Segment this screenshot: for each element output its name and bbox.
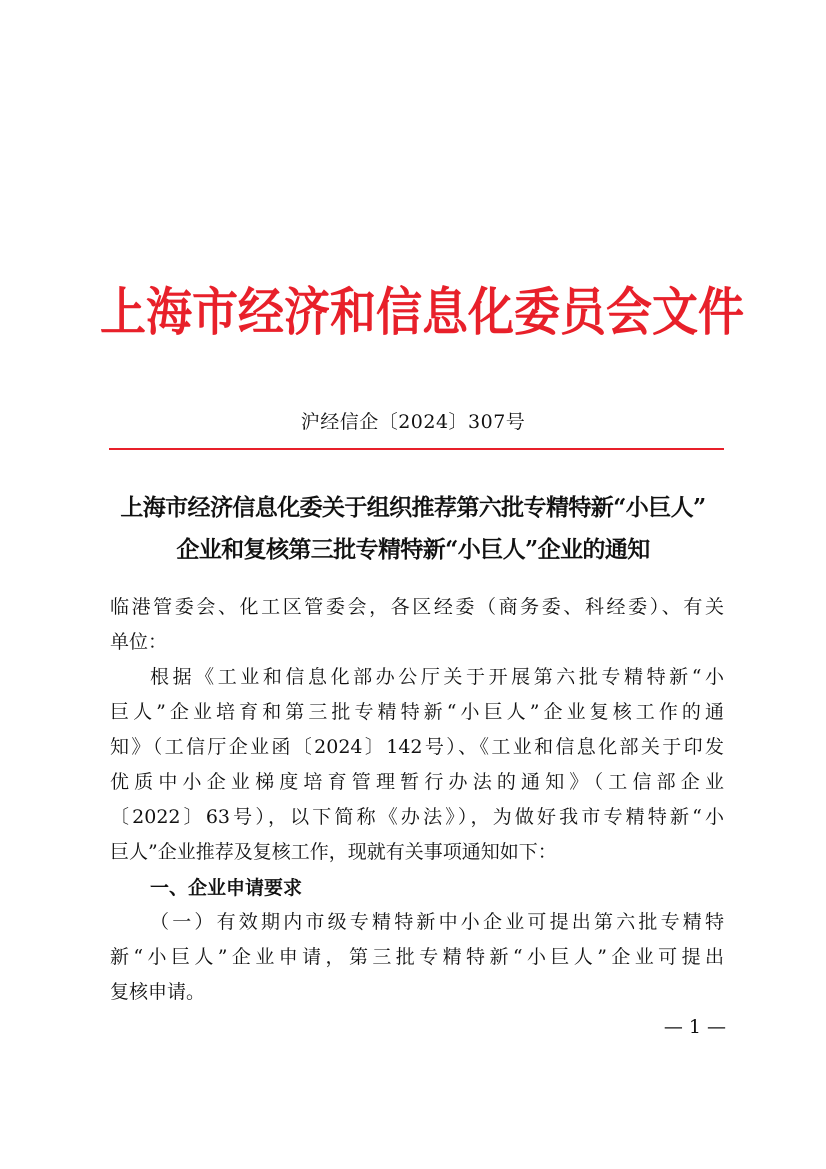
notice-title-line-1: 上海市经济信息化委关于组织推荐第六批专精特新“小巨人” [120,494,706,521]
paragraph-2-line-2: 新“小巨人”企业申请，第三批专精特新“小巨人”企业可提出 [110,946,724,968]
document-number: 沪经信企〔2024〕307号 [300,411,526,433]
paragraph-1-line-3: 知》（工信厅企业函〔2024〕142号）、《工业和信息化部关于印发 [110,736,724,758]
paragraph-1-line-1: 根据《工业和信息化部办公厅关于开展第六批专精特新“小 [150,666,724,688]
notice-title-line-2: 企业和复核第三批专精特新“小巨人”企业的通知 [176,536,650,563]
addressee-line-2: 单位： [110,631,168,653]
paragraph-1-line-4: 优质中小企业梯度培育管理暂行办法的通知》（工信部企业 [110,771,724,793]
paragraph-2-line-1: （一）有效期内市级专精特新中小企业可提出第六批专精特 [150,911,724,933]
paragraph-2-line-3: 复核申请。 [110,981,206,1003]
addressee-line-1: 临港管委会、化工区管委会，各区经委（商务委、科经委）、有关 [110,596,724,618]
red-divider-line [109,448,724,450]
page-number: — 1 — [663,1016,726,1038]
section-1-heading: 一、企业申请要求 [150,877,303,899]
paragraph-1-line-2: 巨人”企业培育和第三批专精特新“小巨人”企业复核工作的通 [110,701,724,723]
paragraph-1-line-6: 巨人”企业推荐及复核工作，现就有关事项通知如下： [110,841,557,863]
paragraph-1-line-5: 〔2022〕63号），以下简称《办法》），为做好我市专精特新“小 [110,806,724,828]
issuer-title: 上海市经济和信息化委员会文件 [100,282,744,343]
